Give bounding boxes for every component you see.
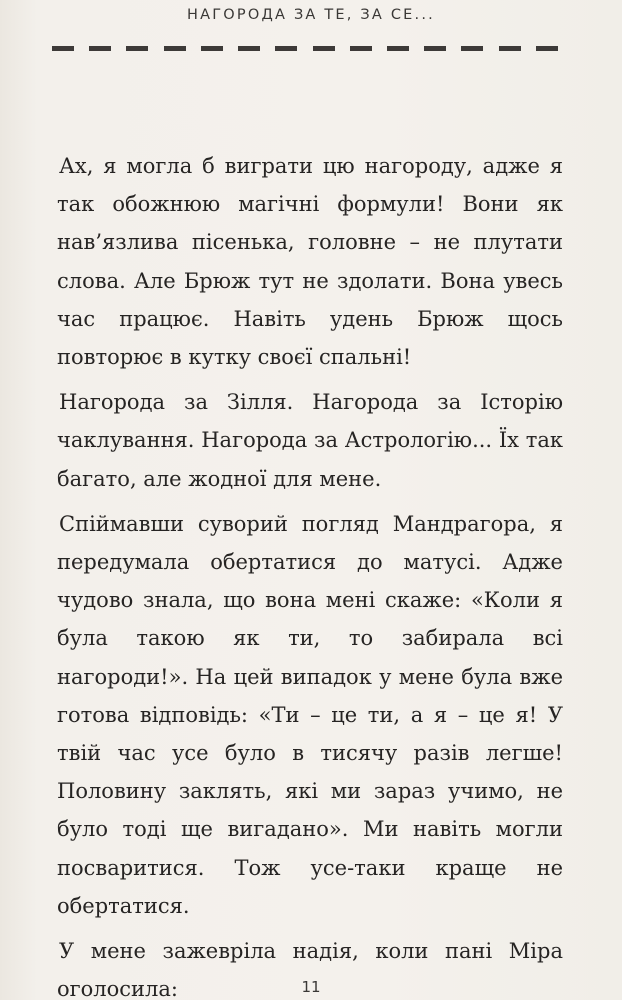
running-head: НАГОРОДА ЗА ТЕ, ЗА СЕ... bbox=[187, 7, 435, 23]
decorative-dashed-rule bbox=[52, 46, 558, 51]
paragraph: Ах, я могла б виграти цю нагороду, адже я так обожнюю магічні формули! Вони як нав’язлива пісенька, головне – не плутати слова. Але Брюж тут не здолати. Вона увесь час працює. Навіть удень Брюж щось повторює в кутку своєї спальні! bbox=[57, 154, 563, 370]
page-number: 11 bbox=[301, 978, 321, 996]
body-text bbox=[57, 147, 563, 1000]
paragraph: У мене зажевріла надія, коли пані Міра оголосила: bbox=[57, 939, 563, 1000]
paragraph: Нагорода за Зілля. Нагорода за Історію чаклування. Нагорода за Астрологію... Їх так багато, але жодної для мене. bbox=[57, 390, 563, 491]
paragraph: Спіймавши суворий погляд Мандрагора, я передумала обертатися до матусі. Адже чудово знала, що вона мені скаже: «Коли я була такою як ти, то забирала всі нагороди!». На цей випадок у мене була вже готова відповідь: «Ти – це ти, а я – це я! У твій час усе було в тисячу разів легше! Половину заклять, які ми зараз учимо, не було тоді ще вигадано». Ми навіть могли посваритися. Тож усе-таки краще не обертатися. bbox=[57, 511, 563, 918]
